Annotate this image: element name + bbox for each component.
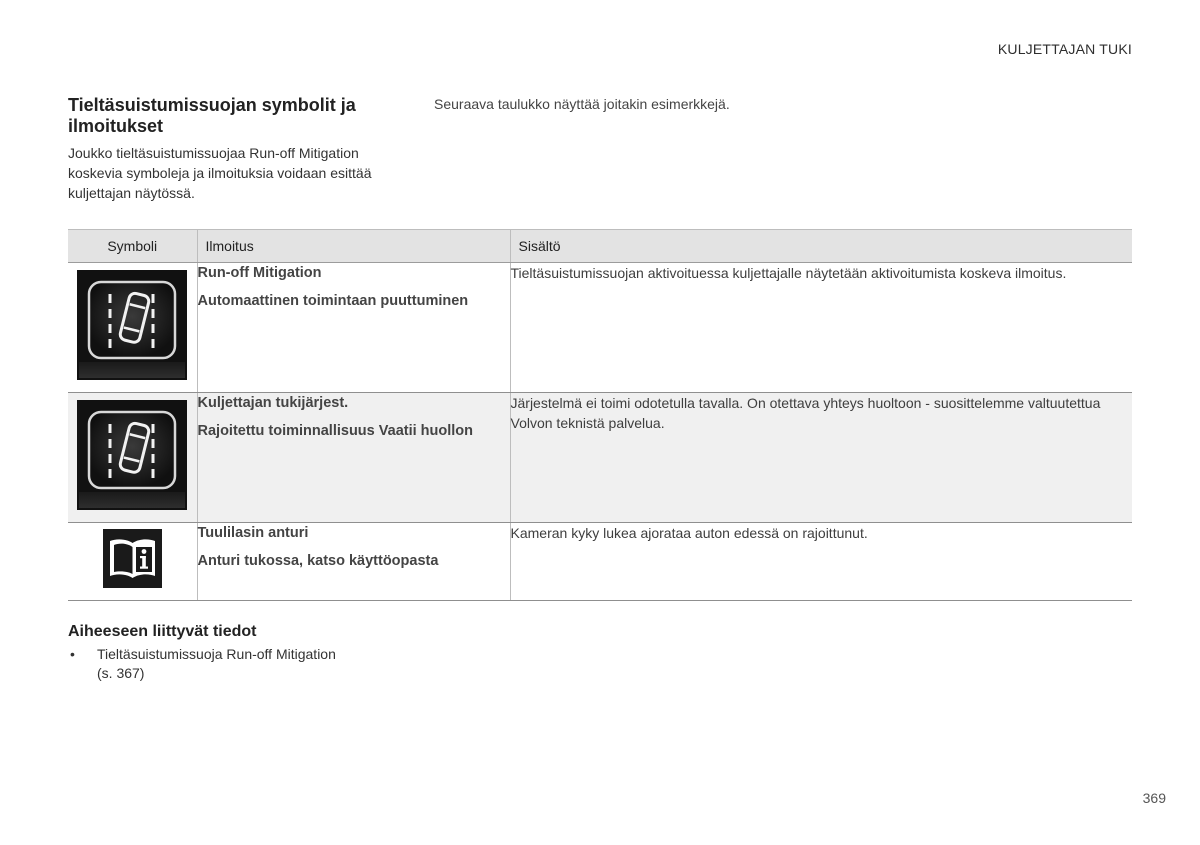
- symbol-table: [68, 229, 1132, 601]
- message-subtitle: Automaattinen toimintaan puuttuminen: [197, 293, 469, 309]
- message-cell: [197, 393, 510, 523]
- section-header: KULJETTAJAN TUKI: [997, 41, 1132, 57]
- message-title: Tuulilasin anturi: [197, 525, 309, 541]
- message-title: Run-off Mitigation: [197, 265, 322, 281]
- column-header-content: Sisältö: [510, 230, 1132, 263]
- message-cell: [197, 263, 510, 393]
- bullet-icon: •: [70, 646, 75, 662]
- message-subtitle: Rajoitettu toiminnallisuus Vaatii huollon: [197, 423, 474, 439]
- related-info: [68, 623, 388, 683]
- related-list: [68, 645, 388, 683]
- lead-text: Seuraava taulukko näyttää joitakin esimerkkejä.: [434, 96, 730, 112]
- table-header-row: [68, 230, 1132, 263]
- content-cell: Tieltäsuistumissuojan aktivoituessa kuljettajalle näytetään aktivoitumista koskeva ilmoitus.: [510, 263, 1132, 393]
- table-row: [68, 393, 1132, 523]
- related-link-text[interactable]: Tieltäsuistumissuoja Run-off Mitigation: [97, 646, 336, 662]
- related-link-ref[interactable]: (s. 367): [97, 665, 145, 681]
- related-title: Aiheeseen liittyvät tiedot: [68, 623, 257, 640]
- column-header-symbol: Symboli: [68, 230, 197, 263]
- intro-block: [68, 95, 408, 203]
- column-header-message: Ilmoitus: [197, 230, 510, 263]
- page-title: Tieltäsuistumissuojan symbolit ja ilmoitukset: [68, 95, 356, 136]
- related-link[interactable]: [68, 645, 388, 683]
- message-title: Kuljettajan tukijärjest.: [197, 395, 349, 411]
- symbol-cell: [68, 523, 197, 601]
- symbol-cell: [68, 263, 197, 393]
- table-row: [68, 263, 1132, 393]
- lane-departure-car-icon: [77, 270, 187, 380]
- lane-departure-car-icon: [77, 400, 187, 510]
- message-subtitle: Anturi tukossa, katso käyttöopasta: [197, 553, 439, 569]
- intro-text: Joukko tieltäsuistumissuojaa Run-off Mitigation koskevia symboleja ja ilmoituksia voidaan esittää kuljettajan näytössä.: [68, 145, 372, 201]
- content-cell: Kameran kyky lukea ajorataa auton edessä on rajoittunut.: [510, 523, 1132, 601]
- message-cell: [197, 523, 510, 601]
- table-row: [68, 523, 1132, 601]
- owners-manual-info-icon: [103, 529, 162, 588]
- symbol-cell: [68, 393, 197, 523]
- content-cell: Järjestelmä ei toimi odotetulla tavalla. On otettava yhteys huoltoon - suosittelemme valtuutettua Volvon teknistä palvelua.: [510, 393, 1132, 523]
- page-number: 369: [1142, 790, 1166, 806]
